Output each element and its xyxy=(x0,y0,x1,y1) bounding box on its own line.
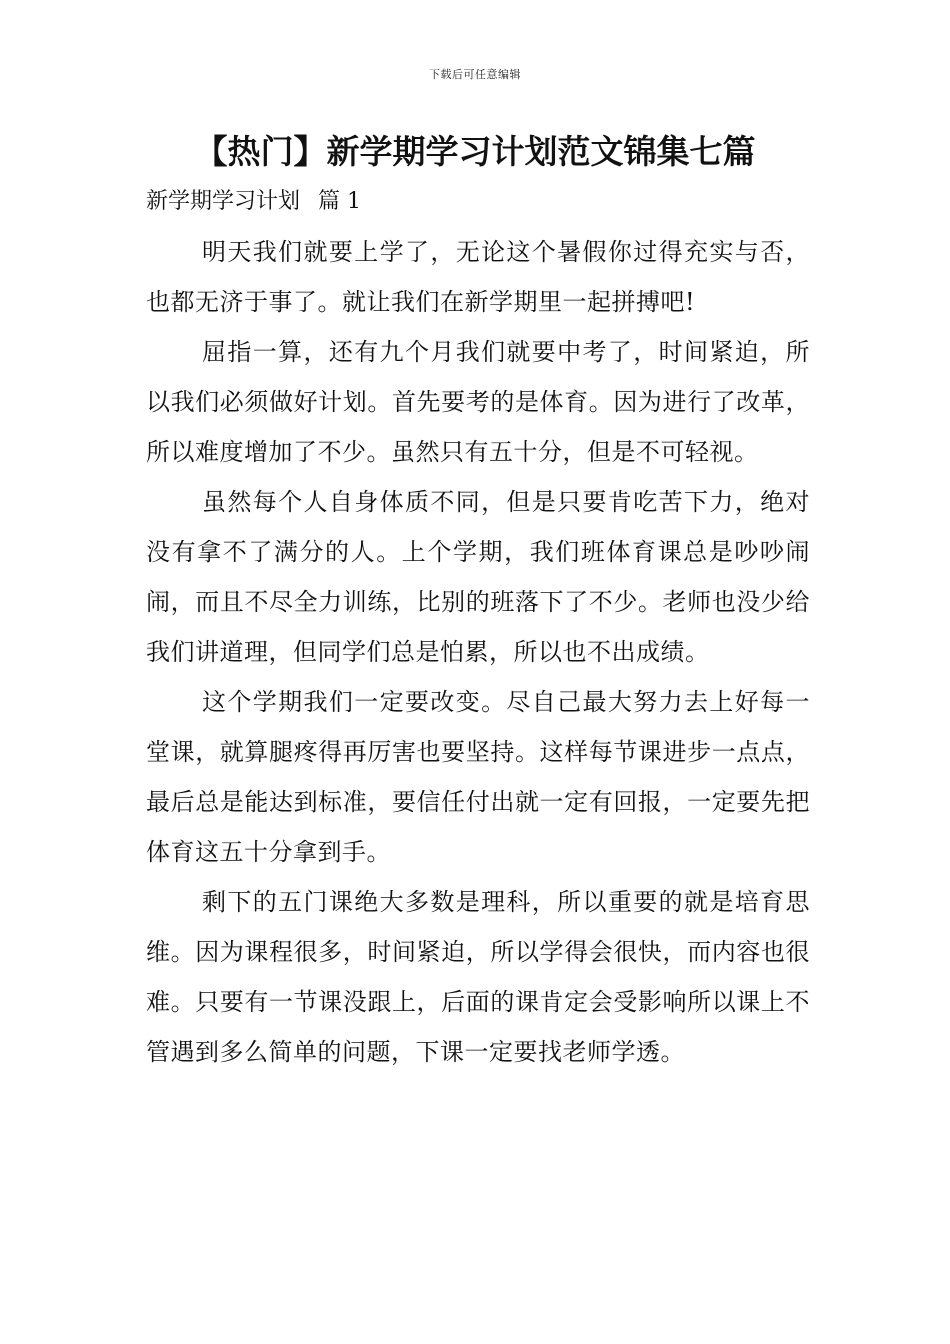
header-note: 下载后可任意编辑 xyxy=(429,68,521,81)
paragraph-3: 虽然每个人自身体质不同，但是只要肯吃苦下力，绝对没有拿不了满分的人。上个学期，我们班体育课总是吵吵闹闹，而且不尽全力训练，比别的班落下了不少。老师也没少给我们讲道理，但同学们总是怕累，所以也不出成绩。 xyxy=(146,488,810,666)
section-heading-label: 新学期学习计划 xyxy=(146,189,301,214)
section-heading-part: 篇 1 xyxy=(318,189,362,214)
paragraph-4: 这个学期我们一定要改变。尽自己最大努力去上好每一堂课，就算腿疼得再厉害也要坚持。这样每节课进步一点点，最后总是能达到标准，要信任付出就一定有回报，一定要先把体育这五十分拿到手。 xyxy=(146,688,810,866)
section-heading xyxy=(146,184,361,215)
body-text xyxy=(146,227,810,1077)
paragraph-2: 屈指一算，还有九个月我们就要中考了，时间紧迫，所以我们必须做好计划。首先要考的是体育。因为进行了改革，所以难度增加了不少。虽然只有五十分，但是不可轻视。 xyxy=(146,338,810,466)
document-title: 【热门】新学期学习计划范文锦集七篇 xyxy=(194,132,756,171)
paragraph-5: 剩下的五门课绝大多数是理科，所以重要的就是培育思维。因为课程很多，时间紧迫，所以学得会很快，而内容也很难。只要有一节课没跟上，后面的课肯定会受影响所以课上不管遇到多么简单的问题，下课一定要找老师学透。 xyxy=(146,888,810,1066)
paragraph-1: 明天我们就要上学了，无论这个暑假你过得充实与否，也都无济于事了。就让我们在新学期里一起拼搏吧! xyxy=(146,238,810,316)
